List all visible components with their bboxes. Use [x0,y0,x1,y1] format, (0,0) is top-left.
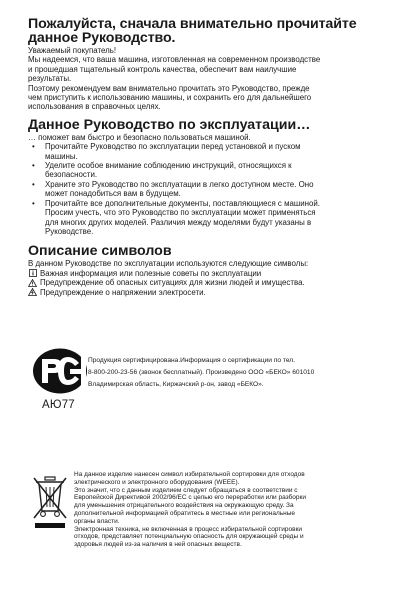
weee-line: дополнительной информацией обратитесь в местные или региональные [74,509,296,517]
symbol-description: Важная информация или полезные советы по эксплуатации [40,268,262,278]
list-item [28,199,396,237]
title-line-2: данное Руководство. [28,29,176,46]
manual-bullet-list [28,142,396,236]
bullet-text: Прочитайте Руководство по эксплуатации перед установкой и пуском [45,142,301,152]
bullet-glyph: • [32,179,35,189]
symbol-description: Предупреждение об опасных ситуациях для жизни людей и имущества. [40,278,305,288]
certification-text [88,355,388,391]
weee-text [74,471,400,549]
paragraph-quality [28,55,396,83]
crossed-bin-icon [32,475,68,529]
para1-line2: и прошедшая тщательный контроль качества, обеспечит вам наилучшие [28,64,297,74]
bullet-glyph: • [32,142,35,152]
weee-line: Это значит, что с данным изделием следует обращаться в соответствии с [74,486,298,494]
bullet-text: безопасности. [45,170,98,180]
weee-line: Электронная техника, не включенная в процесс избирательной сортировки [74,525,303,533]
paragraph-recommendation [28,84,396,112]
bullet-text: Руководстве. [45,226,94,236]
cert-line: Владимирская область, Киржачский р-он, завод «БЕКО». [88,381,264,388]
symbol-row-electric [28,288,396,297]
greeting: Уважаемый покупатель! [28,46,117,55]
list-item [28,142,396,161]
weee-line: здоровья людей из-за наличия в ней опасных веществ. [74,541,242,549]
para2-line3: использования в справочных целях. [28,102,161,112]
manual-intro: … поможет вам быстро и безопасно пользоваться машиной. [28,132,251,142]
bullet-text: Просим учесть, что это Руководство по эксплуатации может применяться [45,208,316,218]
section-title-symbols: Описание символов [28,243,172,260]
bullet-text: машины. [45,151,78,161]
symbol-row-info [28,269,396,278]
weee-line: электрического и электронного оборудования (WEEE). [74,478,240,486]
electric-warning-icon [28,288,37,297]
bullet-text: может понадобиться вам в будущем. [45,189,181,199]
para2-line2: чем приступить к использованию машины, и сохранить его для дальнейшего [28,93,312,103]
symbol-description: Предупреждение о напряжении электросети. [40,287,206,297]
para2-line1: Поэтому рекомендуем вам внимательно прочитать это Руководство, прежде [28,83,310,93]
section-title-read-first [28,18,396,45]
bullet-text: Уделите особое внимание соблюдению инструкций, относящихся к [45,161,292,171]
weee-block [28,471,400,571]
weee-line: Европейской Директивой 2002/96/EC с целью его переработки или разборки [74,494,306,502]
section-title-manual: Данное Руководство по эксплуатации… [28,116,311,133]
weee-line: органы власти. [74,517,120,525]
list-item [28,180,396,199]
certification-block [32,347,402,427]
cert-line: 8-800-200-23-56 (звонок бесплатный). Произведено ООО «БЕКО» 601010 [88,369,315,376]
pct-certification-logo [32,347,92,395]
certification-mark: АЮ77 [42,399,75,411]
weee-line: На данное изделие нанесен символ избирательной сортировки для отходов [74,471,305,478]
bullet-text: Прочитайте все дополнительные документы, поставляющиеся с машиной. [45,198,320,208]
title-line-1: Пожалуйста, сначала внимательно прочитайте [28,16,357,32]
weee-line: для уменьшения отрицательного воздействия на окружающую среду. За [74,502,294,510]
warning-icon [28,278,37,287]
bullet-text: для многих других моделей. Различия между моделями будут указаны в [45,217,312,227]
bullet-glyph: • [32,161,35,171]
cert-line: Продукция сертифицирована.Информация о сертификации по тел. [88,357,295,364]
list-item [28,161,396,180]
para1-line3: результаты. [28,74,72,84]
bullet-glyph: • [32,198,35,208]
info-icon [28,269,37,278]
para1-line1: Мы надеемся, что ваша машина, изготовленная на современном производстве [28,55,321,65]
weee-line: отходов, представляет потенциальную опасность для окружающей среды и [74,533,304,541]
bullet-text: Храните это Руководство по эксплуатации в легко доступном месте. Оно [45,179,314,189]
symbols-intro: В данном Руководстве по эксплуатации используются следующие символы: [28,259,309,269]
symbol-row-warning [28,278,396,287]
